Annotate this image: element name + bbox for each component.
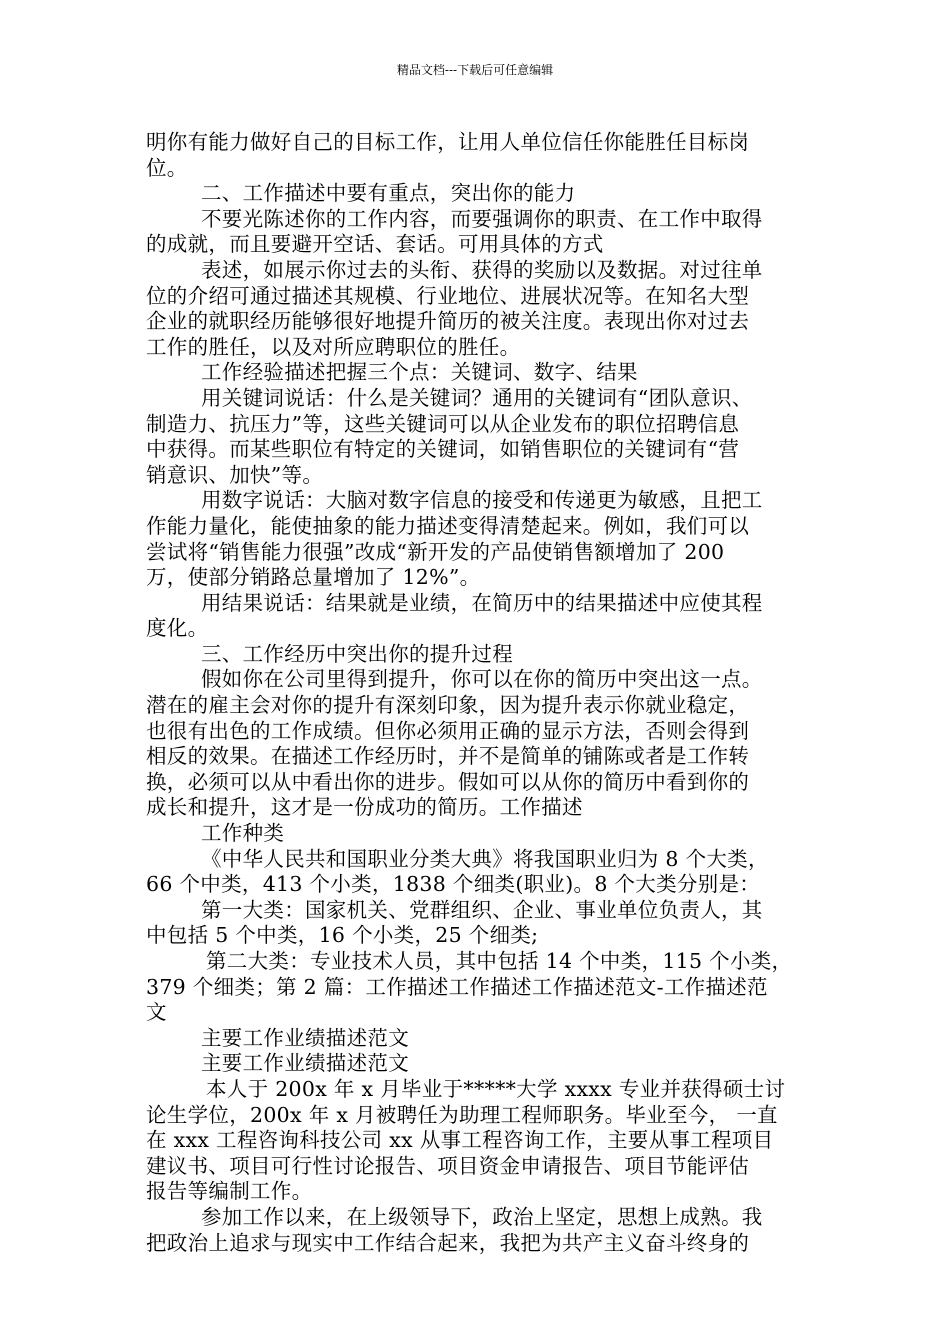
text-line: 《中华人民共和国职业分类大典》将我国职业归为 8 个大类， [201, 846, 769, 871]
text-line: 文 [146, 1000, 167, 1025]
text-line: 把政治上追求与现实中工作结合起来，我把为共产主义奋斗终身的 [146, 1230, 750, 1255]
text-line: 中获得。而某些职位有特定的关键词，如销售职位的关键词有“营 [146, 437, 740, 462]
text-line: 本人于 200x 年 x 月毕业于*****大学 xxxx 专业并获得硕士讨 [206, 1076, 786, 1101]
text-line: 第二大类：专业技术人员，其中包括 14 个中类，115 个小类， [206, 949, 793, 973]
text-line: 主要工作业绩描述范文 [201, 1025, 409, 1050]
text-line: 主要工作业绩描述范文 [201, 1051, 409, 1076]
text-line: 工作经验描述把握三个点：关键词、数字、结果 [201, 360, 638, 385]
text-line: 企业的就职经历能够很好地提升简历的被关注度。表现出你对过去 [146, 309, 750, 334]
text-line: 销意识、加快”等。 [146, 462, 324, 487]
text-line: 成长和提升，这才是一份成功的简历。工作描述 [146, 795, 583, 820]
text-line: 位的介绍可通过描述其规模、行业地位、进展状况等。在知名大型 [146, 283, 750, 308]
text-line: 二、工作描述中要有重点，突出你的能力 [201, 181, 576, 206]
text-line: 不要光陈述你的工作内容，而要强调你的职责、在工作中取得 [201, 206, 763, 231]
text-line: 66 个中类，413 个小类，1838 个细类(职业)。8 个大类分别是： [146, 872, 761, 897]
text-line: 用结果说话：结果就是业绩，在简历中的结果描述中应使其程 [201, 590, 763, 615]
page-header: 精品文档---下载后可任意编辑 [396, 63, 554, 77]
text-line: 在 xxx 工程咨询科技公司 xx 从事工程咨询工作，主要从事工程项目 [146, 1128, 774, 1153]
text-line: 潜在的雇主会对你的提升有深刻印象，因为提升表示你就业稳定， [146, 693, 750, 718]
text-line: 参加工作以来，在上级领导下，政治上坚定，思想上成熟。我 [201, 1204, 763, 1229]
text-line: 用数字说话：大脑对数字信息的接受和传递更为敏感，且把工 [201, 488, 763, 513]
text-line: 工作种类 [201, 821, 285, 846]
text-line: 假如你在公司里得到提升，你可以在你的简历中突出这一点。 [201, 667, 763, 692]
text-line: 379 个细类；第 2 篇：工作描述工作描述工作描述范文-工作描述范 [146, 974, 768, 999]
document-body [146, 130, 814, 1256]
text-line: 作能力量化，能使抽象的能力描述变得清楚起来。例如，我们可以 [146, 513, 750, 538]
text-line: 工作的胜任，以及对所应聘职位的胜任。 [146, 334, 521, 359]
text-line: 的成就，而且要避开空话、套话。可用具体的方式 [146, 232, 604, 257]
text-line: 中包括 5 个中类，16 个小类，25 个细类; [146, 923, 539, 948]
text-line: 万，使部分销路总量增加了 12%”。 [146, 565, 481, 590]
text-line: 第一大类：国家机关、党群组织、企业、事业单位负责人，其 [201, 897, 763, 922]
text-line: 建议书、项目可行性讨论报告、项目资金申请报告、项目节能评估 [146, 1153, 750, 1178]
text-line: 表述，如展示你过去的头衔、获得的奖励以及数据。对过往单 [201, 257, 763, 282]
text-line: 三、工作经历中突出你的提升过程 [201, 641, 513, 666]
text-line: 用关键词说话：什么是关键词？通用的关键词有“团队意识、 [201, 385, 753, 410]
text-line: 制造力、抗压力”等，这些关键词可以从企业发布的职位招聘信息 [146, 411, 740, 436]
text-line: 相反的效果。在描述工作经历时，并不是简单的铺陈或者是工作转 [146, 744, 750, 769]
text-line: 度化。 [146, 616, 209, 641]
text-line: 换，必须可以从中看出你的进步。假如可以从你的简历中看到你的 [146, 769, 750, 794]
text-line: 报告等编制工作。 [146, 1179, 313, 1204]
text-line: 尝试将“销售能力很强”改成“新开发的产品使销售额增加了 200 [146, 539, 725, 564]
text-line: 明你有能力做好自己的目标工作，让用人单位信任你能胜任目标岗 [146, 130, 750, 154]
text-line: 论生学位，200x 年 x 月被聘任为助理工程师职务。毕业至今， 一直 [146, 1102, 778, 1127]
text-line: 也很有出色的工作成绩。但你必须用正确的显示方法，否则会得到 [146, 718, 750, 743]
text-line: 位。 [146, 155, 188, 180]
